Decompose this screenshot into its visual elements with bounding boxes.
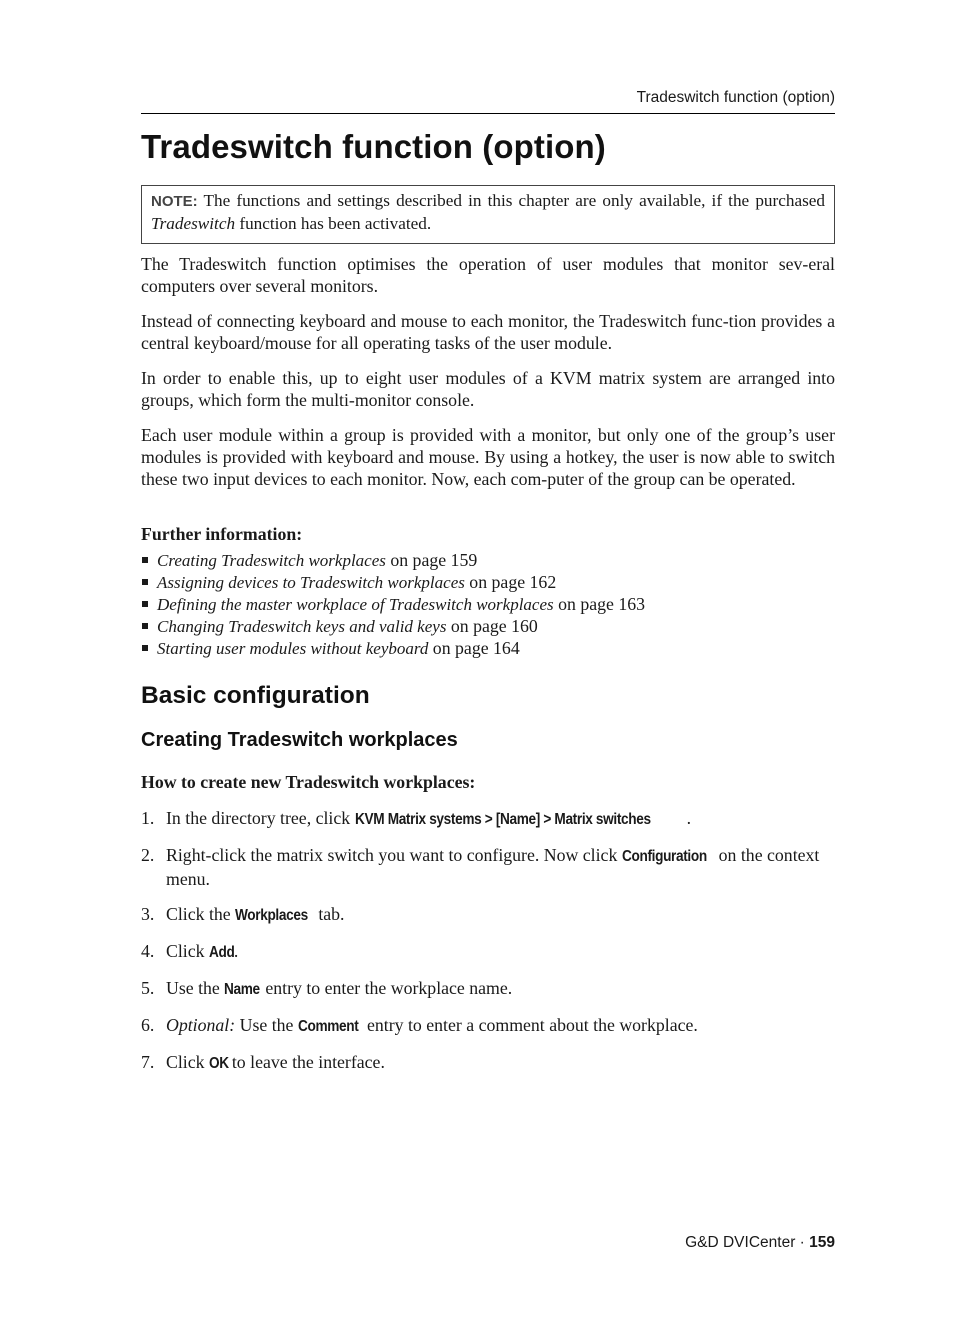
step-number: 2. [141, 845, 155, 865]
ui-term: Name [224, 981, 261, 998]
step-item [141, 1051, 835, 1075]
running-header: Tradeswitch function (option) [636, 89, 835, 106]
subsection-heading: Creating Tradeswitch workplaces [141, 729, 458, 751]
step-number: 6. [141, 1015, 155, 1035]
step-item [141, 844, 835, 890]
reference-item[interactable] [141, 549, 645, 571]
step-text: . [686, 808, 692, 828]
reference-link[interactable]: Defining the master workplace of Tradeswitch workplaces [157, 595, 554, 614]
step-text: . [233, 941, 239, 961]
section-heading: Basic configuration [141, 682, 370, 709]
reference-page: on page 164 [428, 638, 520, 658]
step-number: 5. [141, 978, 155, 998]
ui-term: Comment [297, 1018, 359, 1035]
reference-link[interactable]: Starting user modules without keyboard [157, 639, 429, 658]
paragraph-3: In order to enable this, up to eight user modules of a KVM matrix system are arranged into groups, which form the multi-monitor console. [141, 368, 835, 410]
reference-page: on page 159 [385, 550, 478, 570]
footer-product: G&D DVICenter · [685, 1234, 810, 1251]
step-optional-label: Optional: [166, 1015, 236, 1035]
note-box [141, 185, 835, 244]
reference-link[interactable]: Assigning devices to Tradeswitch workplaces [157, 573, 465, 592]
step-text: Click [166, 941, 209, 961]
paragraph-2: Instead of connecting keyboard and mouse to each monitor, the Tradeswitch func-tion provides a central keyboard/mouse for all operating tasks of the user module. [141, 311, 835, 353]
step-text: Use the [235, 1015, 298, 1035]
note-label: NOTE: [151, 193, 198, 210]
step-text: entry to enter the workplace name. [260, 978, 513, 998]
step-item [141, 1014, 835, 1038]
bullet-square-icon [142, 579, 148, 585]
reference-page: on page 163 [553, 594, 645, 614]
reference-item[interactable] [141, 615, 645, 637]
step-text: In the directory tree, click [166, 808, 355, 828]
paragraph-1: The Tradeswitch function optimises the operation of user modules that monitor sev-eral computers over several monitors. [141, 254, 835, 296]
step-number: 4. [141, 941, 155, 961]
note-text-after: function has been activated. [235, 214, 432, 233]
step-text: Click the [166, 904, 236, 924]
howto-label: How to create new Tradeswitch workplaces: [141, 772, 476, 792]
reference-link[interactable]: Creating Tradeswitch workplaces [157, 551, 386, 570]
step-text: entry to enter a comment about the workplace. [362, 1015, 698, 1035]
step-number: 3. [141, 904, 155, 924]
step-item [141, 940, 835, 964]
step-text: on the context menu. [166, 845, 820, 889]
reference-item[interactable] [141, 637, 645, 659]
page-footer [685, 1234, 835, 1252]
bullet-square-icon [142, 601, 148, 607]
bullet-square-icon [142, 623, 148, 629]
reference-item[interactable] [141, 593, 645, 615]
step-text: to leave the interface. [227, 1052, 385, 1072]
bullet-square-icon [142, 645, 148, 651]
ui-term: Add [208, 944, 235, 961]
step-item [141, 807, 835, 831]
bullet-square-icon [142, 557, 148, 563]
reference-item[interactable] [141, 571, 645, 593]
reference-link[interactable]: Changing Tradeswitch keys and valid keys [157, 617, 447, 636]
step-text: tab. [313, 904, 345, 924]
page-title: Tradeswitch function (option) [141, 128, 606, 165]
further-info-label: Further information: [141, 524, 303, 544]
steps-list [141, 807, 835, 1088]
page-number: 159 [809, 1234, 835, 1251]
ui-term: OK [208, 1055, 229, 1072]
step-number: 1. [141, 808, 155, 828]
header-rule [141, 113, 835, 114]
step-item [141, 903, 835, 927]
reference-list [141, 549, 645, 659]
reference-page: on page 160 [446, 616, 538, 636]
step-text: Right-click the matrix switch you want to configure. Now click [166, 845, 622, 865]
ui-term: Workplaces [235, 907, 308, 924]
step-text: Use the [166, 978, 225, 998]
step-number: 7. [141, 1052, 155, 1072]
ui-term: KVM Matrix systems > [Name] > Matrix switches [354, 811, 651, 828]
paragraph-4: Each user module within a group is provided with a monitor, but only one of the group’s user modules is provided with keyboard and mouse. By using a hotkey, the user is now able to switch these two input devices to each monitor. Now, each com-puter of the group can be operated. [141, 425, 835, 489]
note-text-before: The functions and settings described in this chapter are only available, if the purchased [197, 191, 825, 210]
reference-page: on page 162 [464, 572, 557, 592]
step-item [141, 977, 835, 1001]
note-italic: Tradeswitch [151, 214, 236, 233]
step-text: Click [166, 1052, 209, 1072]
ui-term: Configuration [621, 848, 707, 865]
